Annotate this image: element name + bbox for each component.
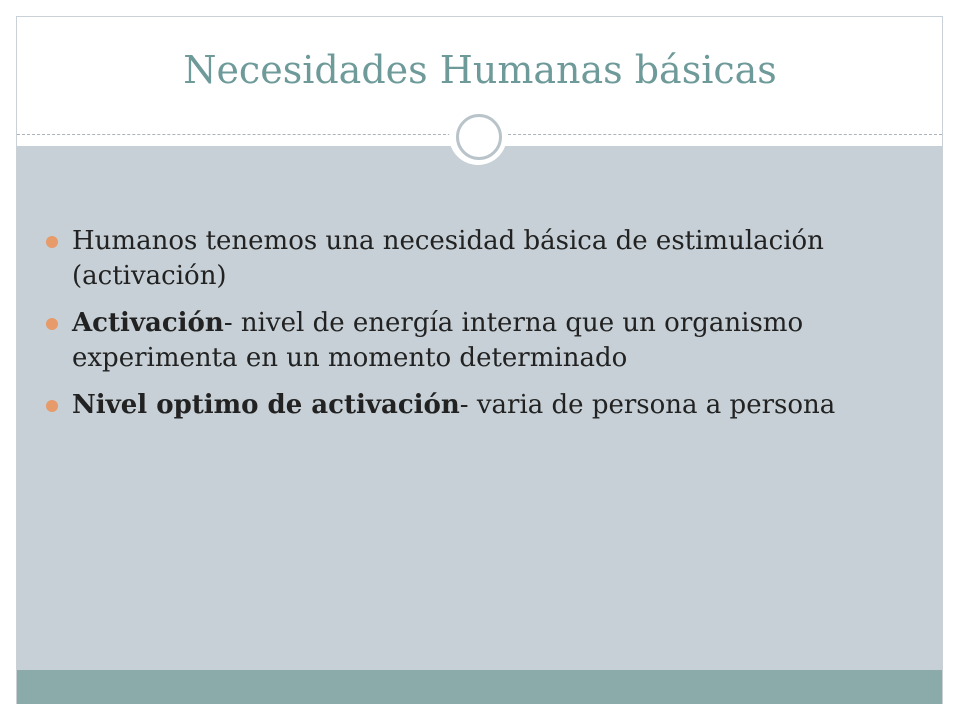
- slide-title: Necesidades Humanas básicas: [183, 48, 777, 92]
- bullet-item: [46, 224, 896, 294]
- bullet-dot-icon: [46, 400, 58, 412]
- bullet-list: [46, 224, 896, 435]
- bullet-dot-icon: [46, 318, 58, 330]
- circle-ornament-ring: [456, 114, 502, 160]
- bullet-dot-icon: [46, 236, 58, 248]
- bullet-item: [46, 306, 896, 376]
- bullet-text: Humanos tenemos una necesidad básica de estimulación (activación): [72, 226, 824, 291]
- bullet-text: - nivel de energía interna que un organismo experimenta en un momento determinado: [72, 308, 804, 373]
- bullet-bold-text: Activación: [72, 308, 224, 338]
- bullet-bold-text: Nivel optimo de activación: [72, 390, 460, 420]
- footer-band: [17, 670, 942, 704]
- bullet-text: - varia de persona a persona: [459, 390, 836, 420]
- bullet-item: [46, 388, 896, 423]
